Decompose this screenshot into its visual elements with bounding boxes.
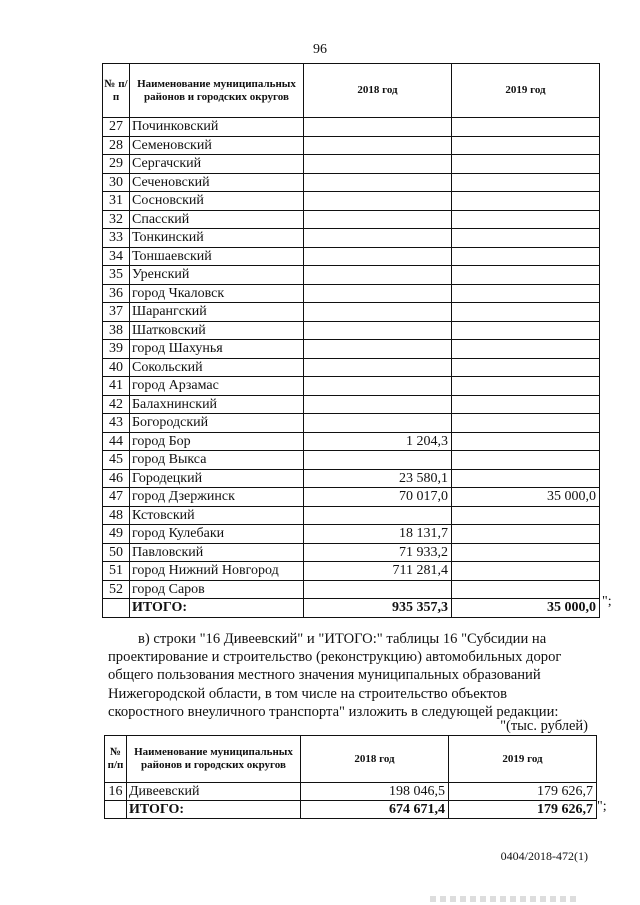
row-num: 30 [103, 173, 130, 192]
row-num: 45 [103, 451, 130, 470]
row-num: 46 [103, 469, 130, 488]
row-name: Сергачский [130, 155, 304, 174]
row-name: Сосновский [130, 192, 304, 211]
header-2018: 2018 год [301, 736, 449, 783]
table-row [103, 155, 600, 174]
row-value-2019 [452, 506, 600, 525]
row-name: Сокольский [130, 358, 304, 377]
table-row [103, 358, 600, 377]
row-value-2018 [304, 192, 452, 211]
row-value-2019 [452, 432, 600, 451]
row-name: Городецкий [130, 469, 304, 488]
row-value-2018 [304, 210, 452, 229]
row-value-2019 [452, 543, 600, 562]
row-value-2019 [452, 377, 600, 396]
row-name: Семеновский [130, 136, 304, 155]
paragraph-line: проектирование и строительство (реконструкцию) автомобильных дорог [108, 649, 562, 666]
row-value-2019: 179 626,7 [449, 783, 597, 801]
table-row [103, 377, 600, 396]
row-value-2019 [452, 155, 600, 174]
row-num: 32 [103, 210, 130, 229]
row-value-2019 [452, 562, 600, 581]
row-name: Спасский [130, 210, 304, 229]
header-2018: 2018 год [304, 64, 452, 118]
table-row [103, 451, 600, 470]
row-num: 16 [105, 783, 127, 801]
row-num: 35 [103, 266, 130, 285]
row-name: Балахнинский [130, 395, 304, 414]
row-value-2018 [304, 247, 452, 266]
row-value-2019 [452, 469, 600, 488]
row-num: 28 [103, 136, 130, 155]
row-value-2018: 71 933,2 [304, 543, 452, 562]
row-value-2018 [304, 284, 452, 303]
row-value-2018: 70 017,0 [304, 488, 452, 507]
row-value-2018 [304, 580, 452, 599]
amendment-paragraph [108, 630, 588, 721]
table-row [103, 266, 600, 285]
table-row [103, 543, 600, 562]
table-row [103, 210, 600, 229]
row-name: город Кулебаки [130, 525, 304, 544]
row-num: 42 [103, 395, 130, 414]
row-value-2018 [304, 118, 452, 137]
row-name: город Чкаловск [130, 284, 304, 303]
row-value-2019 [452, 395, 600, 414]
paragraph-line: в) строки "16 Дивеевский" и "ИТОГО:" таблицы 16 "Субсидии на [138, 631, 547, 647]
row-num: 31 [103, 192, 130, 211]
row-num: 51 [103, 562, 130, 581]
row-value-2018 [304, 266, 452, 285]
header-2019: 2019 год [449, 736, 597, 783]
row-name: город Арзамас [130, 377, 304, 396]
row-num: 33 [103, 229, 130, 248]
row-value-2018 [304, 321, 452, 340]
row-value-2018: 711 281,4 [304, 562, 452, 581]
row-num: 39 [103, 340, 130, 359]
row-name: Починковский [130, 118, 304, 137]
row-num: 48 [103, 506, 130, 525]
row-name: Кстовский [130, 506, 304, 525]
document-code: 0404/2018-472(1) [500, 849, 588, 863]
page-number: 96 [313, 42, 327, 57]
table-row [103, 321, 600, 340]
row-value-2018: 198 046,5 [301, 783, 449, 801]
table-row [103, 488, 600, 507]
row-name: Тонкинский [130, 229, 304, 248]
table-row [103, 247, 600, 266]
row-value-2019 [452, 210, 600, 229]
row-value-2018 [304, 136, 452, 155]
row-num: 34 [103, 247, 130, 266]
row-name: Богородский [130, 414, 304, 433]
table-row [103, 580, 600, 599]
row-value-2019 [452, 414, 600, 433]
row-value-2018 [304, 358, 452, 377]
table-row [103, 506, 600, 525]
table-row [103, 525, 600, 544]
row-name: город Саров [130, 580, 304, 599]
subsidy-table-main [102, 63, 600, 618]
table-row [103, 118, 600, 137]
row-num: 40 [103, 358, 130, 377]
header-2019: 2019 год [452, 64, 600, 118]
subsidy-table-16 [104, 735, 597, 819]
row-value-2019 [452, 192, 600, 211]
table-row [103, 340, 600, 359]
row-num: 27 [103, 118, 130, 137]
row-num: 44 [103, 432, 130, 451]
table-row [103, 229, 600, 248]
table-end-quote: "; [597, 799, 607, 814]
row-name: Тоншаевский [130, 247, 304, 266]
row-num: 49 [103, 525, 130, 544]
row-value-2019 [452, 136, 600, 155]
header-num: № п/п [105, 736, 127, 783]
table-row [103, 395, 600, 414]
table-header-row [105, 736, 597, 783]
row-num: 43 [103, 414, 130, 433]
row-num: 47 [103, 488, 130, 507]
paragraph-line: общего пользования местного значения муниципальных образований [108, 667, 541, 684]
total-2018: 674 671,4 [301, 801, 449, 819]
row-name: Уренский [130, 266, 304, 285]
table-end-quote: "; [602, 594, 612, 609]
total-2018: 935 357,3 [304, 599, 452, 618]
row-value-2018 [304, 395, 452, 414]
table-row [103, 284, 600, 303]
table-row [103, 469, 600, 488]
row-name: Шатковский [130, 321, 304, 340]
row-value-2019 [452, 173, 600, 192]
units-label: "(тыс. рублей) [500, 718, 588, 734]
total-2019: 35 000,0 [452, 599, 600, 618]
row-name: город Бор [130, 432, 304, 451]
table-row [103, 432, 600, 451]
row-num: 50 [103, 543, 130, 562]
table-row [103, 562, 600, 581]
table-row [105, 783, 597, 801]
row-value-2018: 18 131,7 [304, 525, 452, 544]
row-name: Шарангский [130, 303, 304, 322]
row-value-2019 [452, 229, 600, 248]
row-value-2019 [452, 303, 600, 322]
row-name: город Шахунья [130, 340, 304, 359]
row-name: город Выкса [130, 451, 304, 470]
total-num-cell [103, 599, 130, 618]
table-row [103, 136, 600, 155]
row-name: город Дзержинск [130, 488, 304, 507]
row-value-2019 [452, 358, 600, 377]
header-name: Наименование муниципальных районов и городских округов [127, 736, 301, 783]
row-name: Сеченовский [130, 173, 304, 192]
row-value-2019 [452, 340, 600, 359]
total-label: ИТОГО: [127, 801, 301, 819]
row-value-2018: 23 580,1 [304, 469, 452, 488]
row-value-2018 [304, 303, 452, 322]
table-row [103, 303, 600, 322]
header-name: Наименование муниципальных районов и городских округов [130, 64, 304, 118]
row-value-2019 [452, 266, 600, 285]
row-num: 36 [103, 284, 130, 303]
row-value-2019 [452, 321, 600, 340]
table-row [103, 173, 600, 192]
row-value-2019: 35 000,0 [452, 488, 600, 507]
table-total-row [105, 801, 597, 819]
scan-artifact [430, 896, 580, 902]
header-num: № п/п [103, 64, 130, 118]
row-name: Дивеевский [127, 783, 301, 801]
row-num: 29 [103, 155, 130, 174]
row-value-2018: 1 204,3 [304, 432, 452, 451]
row-name: Павловский [130, 543, 304, 562]
row-value-2018 [304, 414, 452, 433]
row-name: город Нижний Новгород [130, 562, 304, 581]
paragraph-line: Нижегородской области, в том числе на строительство объектов [108, 685, 507, 702]
row-num: 52 [103, 580, 130, 599]
total-label: ИТОГО: [130, 599, 304, 618]
row-value-2018 [304, 340, 452, 359]
row-value-2019 [452, 451, 600, 470]
row-value-2019 [452, 525, 600, 544]
row-value-2018 [304, 173, 452, 192]
row-num: 41 [103, 377, 130, 396]
paragraph-line: скоростного внеуличного транспорта" изложить в следующей редакции: [108, 703, 559, 720]
row-value-2018 [304, 506, 452, 525]
total-num-cell [105, 801, 127, 819]
row-value-2019 [452, 580, 600, 599]
table-row [103, 192, 600, 211]
table-header-row [103, 64, 600, 118]
row-value-2018 [304, 377, 452, 396]
table-row [103, 414, 600, 433]
row-num: 37 [103, 303, 130, 322]
row-value-2019 [452, 284, 600, 303]
row-value-2019 [452, 118, 600, 137]
row-num: 38 [103, 321, 130, 340]
row-value-2018 [304, 229, 452, 248]
row-value-2018 [304, 451, 452, 470]
table-total-row [103, 599, 600, 618]
total-2019: 179 626,7 [449, 801, 597, 819]
row-value-2018 [304, 155, 452, 174]
row-value-2019 [452, 247, 600, 266]
